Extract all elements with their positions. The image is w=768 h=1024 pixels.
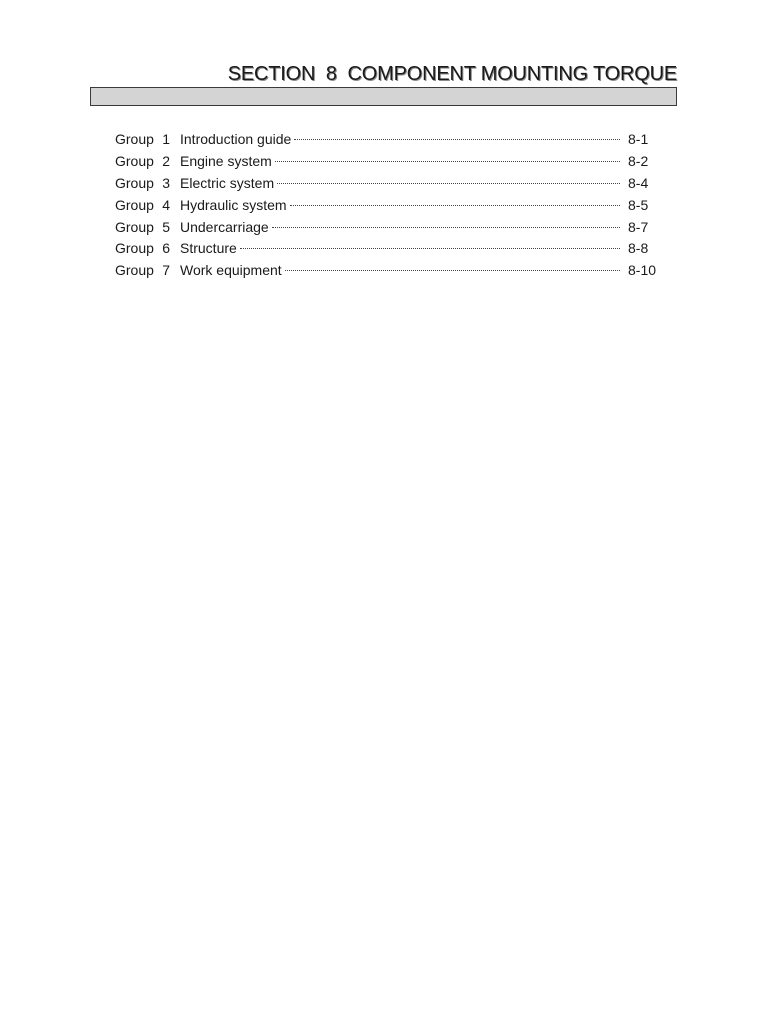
group-number: 6 — [162, 240, 170, 257]
dot-leader — [285, 270, 620, 271]
toc-entry-title: Work equipment — [180, 262, 282, 279]
toc-entry-title: Electric system — [180, 174, 275, 191]
toc-page-number: 8-10 — [628, 262, 657, 279]
group-label: Group — [115, 196, 154, 213]
toc-page-number: 8-8 — [628, 240, 649, 257]
toc-entry-group-3[interactable] — [115, 172, 660, 194]
toc-entry-title: Introduction guide — [180, 131, 292, 147]
dot-leader — [290, 205, 620, 206]
dot-leader — [277, 183, 620, 184]
group-number: 4 — [162, 196, 170, 213]
group-label: Group — [115, 240, 154, 257]
dot-leader — [294, 139, 620, 140]
toc-page-number: 8-2 — [628, 152, 649, 169]
group-number: 3 — [162, 174, 170, 191]
toc-entry-title: Hydraulic system — [180, 196, 287, 213]
toc-entry-title: Engine system — [180, 152, 272, 169]
group-number: 5 — [162, 218, 170, 235]
group-label: Group — [115, 218, 154, 235]
toc-page-number: 8-7 — [628, 218, 649, 235]
toc-page-number: 8-4 — [628, 174, 649, 191]
table-of-contents — [115, 128, 660, 281]
toc-entry-group-7[interactable] — [115, 259, 660, 281]
toc-entry-group-4[interactable] — [115, 194, 660, 216]
toc-entry-group-5[interactable] — [115, 216, 660, 238]
title-bar-divider — [90, 87, 677, 106]
group-label: Group — [115, 262, 154, 279]
toc-entry-title: Structure — [180, 240, 237, 257]
toc-entry-group-6[interactable] — [115, 237, 660, 259]
group-number: 7 — [162, 262, 170, 279]
toc-page-number: 8-5 — [628, 196, 649, 213]
group-number: 2 — [162, 152, 170, 169]
toc-entry-title: Undercarriage — [180, 218, 269, 235]
toc-page-number: 8-1 — [628, 131, 649, 147]
dot-leader — [240, 248, 620, 249]
toc-entry-group-2[interactable] — [115, 150, 660, 172]
group-label: Group — [115, 152, 154, 169]
dot-leader — [272, 227, 620, 228]
toc-entry-group-1[interactable] — [115, 128, 660, 150]
group-label: Group — [115, 174, 154, 191]
dot-leader — [275, 161, 620, 162]
group-number: 1 — [162, 131, 170, 147]
group-label: Group — [115, 131, 154, 147]
section-title: SECTION 8 COMPONENT MOUNTING TORQUE — [227, 63, 677, 85]
